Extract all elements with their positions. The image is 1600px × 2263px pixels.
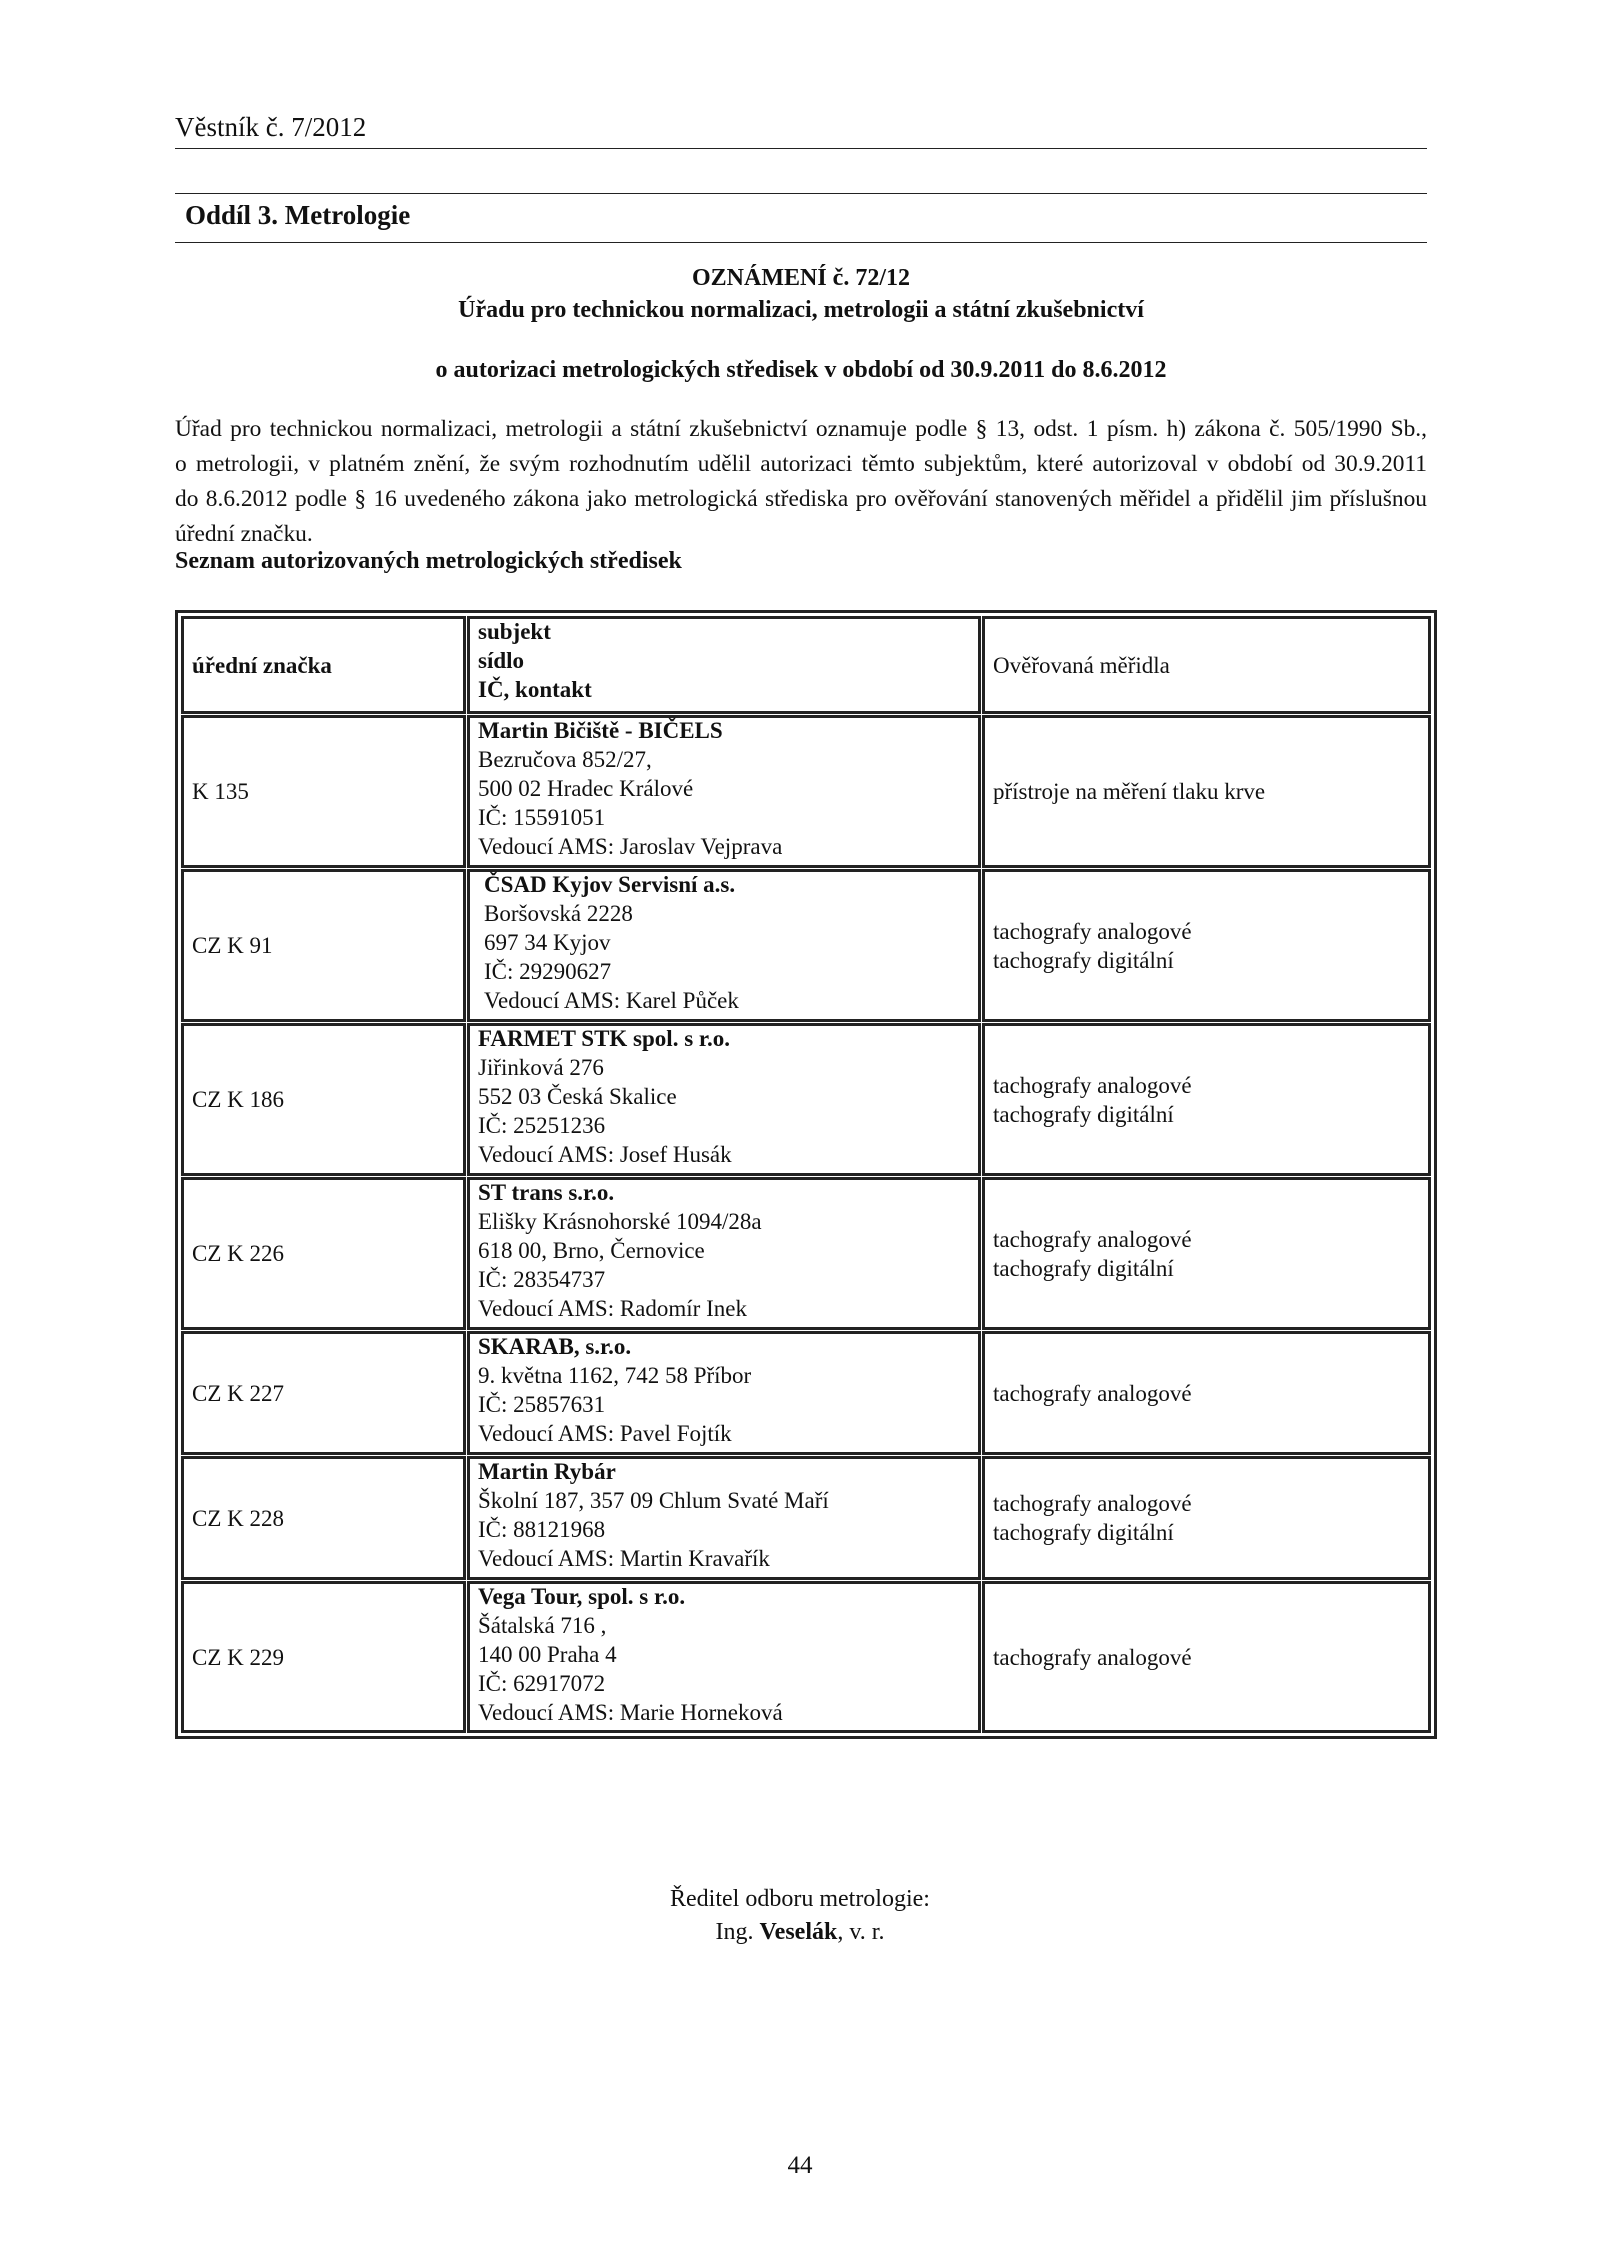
mark-text: CZ K 229 [192, 1644, 284, 1670]
subject-line: Vedoucí AMS: Jaroslav Vejprava [478, 834, 783, 859]
subject-name: Martin Bičiště - BIČELS [478, 718, 723, 743]
journal-header: Věstník č. 7/2012 [175, 112, 367, 142]
subject-line: IČ: 25857631 [478, 1392, 606, 1417]
mark-text: CZ K 228 [192, 1505, 284, 1531]
mark-text: CZ K 226 [192, 1241, 284, 1266]
section-title: Oddíl 3. Metrologie [185, 200, 411, 230]
row-mark [181, 1331, 466, 1455]
instrument-item: tachografy analogové [993, 1380, 1192, 1406]
subject-line: IČ: 15591051 [478, 805, 606, 830]
row-mark [181, 1456, 466, 1580]
list-title: Seznam autorizovaných metrologických středisek [175, 548, 682, 574]
instrument-item: přístroje na měření tlaku krve [993, 779, 1266, 804]
instrument-item: tachografy digitální [993, 1520, 1174, 1545]
row-instruments [982, 869, 1431, 1022]
row-subject [467, 1177, 981, 1330]
subject-line: 500 02 Hradec Králové [478, 776, 694, 801]
notice-number: OZNÁMENÍ č. 72/12 [692, 265, 910, 291]
subject-line: Vedoucí AMS: Pavel Fojtík [478, 1421, 732, 1446]
subject-line: Vedoucí AMS: Radomír Inek [478, 1296, 747, 1321]
row-mark [181, 1023, 466, 1176]
notice-issuer: Úřadu pro technickou normalizaci, metrologii a státní zkušebnictví [458, 297, 1144, 323]
row-subject [467, 715, 981, 868]
header-subject-line: IČ, kontakt [478, 677, 592, 702]
intro-line: o metrologii, v platném znění, že svým rozhodnutím udělil autorizaci těmto subjektům, které autorizoval v období od 30.9.2011 [175, 451, 1427, 477]
signature-prefix: Ing. [715, 1919, 754, 1945]
intro-line: Úřad pro technickou normalizaci, metrologii a státní zkušebnictví oznamuje podle § 13, odst. 1 písm. h) zákona č. 505/1990 Sb., [175, 416, 1427, 442]
subject-line: Vedoucí AMS: Josef Husák [478, 1142, 732, 1167]
signature-suffix: , v. r. [837, 1919, 885, 1945]
header-subject [467, 616, 981, 714]
subject-line: 618 00, Brno, Černovice [478, 1238, 705, 1263]
instrument-item: tachografy digitální [993, 1255, 1174, 1281]
row-mark [181, 715, 466, 868]
instrument-item: tachografy analogové [993, 1491, 1192, 1516]
subject-line: 9. května 1162, 742 58 Příbor [478, 1363, 752, 1388]
header-mark-label: úřední značka [192, 652, 332, 678]
subject-name: SKARAB, s.r.o. [478, 1334, 632, 1359]
row-subject [467, 869, 981, 1022]
subject-line: Školní 187, 357 09 Chlum Svaté Maří [478, 1488, 829, 1513]
subject-name: Martin Rybár [478, 1459, 616, 1484]
section-rule-bottom [175, 242, 1427, 243]
row-mark [181, 1177, 466, 1330]
signature-role: Ředitel odboru metrologie: [670, 1886, 930, 1912]
header-instruments-label: Ověřovaná měřidla [993, 652, 1170, 678]
row-subject [467, 1023, 981, 1176]
subject-line: Boršovská 2228 [484, 901, 633, 926]
subject-line: IČ: 88121968 [478, 1517, 606, 1542]
authorized-centers-table [175, 610, 1437, 1739]
mark-text: CZ K 91 [192, 933, 273, 958]
subject-line: IČ: 25251236 [478, 1113, 606, 1138]
header-subject-line: sídlo [478, 648, 525, 673]
subject-line: Jiřinková 276 [478, 1055, 604, 1080]
subject-name: ČSAD Kyjov Servisní a.s. [484, 872, 736, 897]
subject-line: Vedoucí AMS: Martin Kravařík [478, 1546, 770, 1571]
subject-line: Vedoucí AMS: Karel Půček [484, 988, 739, 1013]
subject-line: IČ: 62917072 [478, 1671, 606, 1696]
instrument-item: tachografy analogové [993, 1226, 1192, 1252]
row-instruments [982, 715, 1431, 868]
intro-line: úřední značku. [175, 521, 313, 547]
subject-name: Vega Tour, spol. s r.o. [478, 1584, 686, 1609]
instrument-item: tachografy digitální [993, 1101, 1174, 1127]
subject-line: Šátalská 716 , [478, 1613, 607, 1638]
row-instruments [982, 1331, 1431, 1455]
section-rule-top [175, 193, 1427, 194]
header-instruments [982, 616, 1431, 714]
row-subject [467, 1331, 981, 1455]
instrument-item: tachografy digitální [993, 947, 1174, 973]
page-number: 44 [787, 2152, 813, 2179]
instrument-item: tachografy analogové [993, 918, 1192, 944]
subject-name: FARMET STK spol. s r.o. [478, 1026, 730, 1051]
signature-name: Veselák [759, 1919, 838, 1945]
mark-text: K 135 [192, 779, 249, 804]
row-instruments [982, 1177, 1431, 1330]
row-mark [181, 869, 466, 1022]
signature-name-line [0, 1916, 1600, 1949]
instrument-item: tachografy analogové [993, 1072, 1192, 1098]
subject-line: IČ: 29290627 [484, 959, 612, 984]
header-mark [181, 616, 466, 714]
row-instruments [982, 1456, 1431, 1580]
subject-line: Bezručova 852/27, [478, 747, 652, 772]
subject-line: 697 34 Kyjov [484, 930, 611, 955]
row-mark [181, 1581, 466, 1733]
subject-line: 140 00 Praha 4 [478, 1642, 617, 1667]
row-instruments [982, 1581, 1431, 1733]
subject-name: ST trans s.r.o. [478, 1180, 615, 1205]
intro-paragraph [175, 412, 1427, 552]
subject-line: 552 03 Česká Skalice [478, 1084, 677, 1109]
subject-line: Vedoucí AMS: Marie Horneková [478, 1700, 783, 1725]
instrument-item: tachografy analogové [993, 1644, 1192, 1670]
row-subject [467, 1456, 981, 1580]
notice-subject: o autorizaci metrologických středisek v období od 30.9.2011 do 8.6.2012 [435, 357, 1167, 383]
intro-line: do 8.6.2012 podle § 16 uvedeného zákona jako metrologická střediska pro ověřování stanovených měřidel a přidělil jim příslušnou [175, 486, 1427, 512]
row-instruments [982, 1023, 1431, 1176]
subject-line: IČ: 28354737 [478, 1267, 606, 1292]
row-subject [467, 1581, 981, 1733]
header-rule [175, 148, 1427, 149]
mark-text: CZ K 227 [192, 1380, 284, 1406]
mark-text: CZ K 186 [192, 1087, 284, 1112]
header-subject-line: subjekt [478, 619, 551, 644]
subject-line: Elišky Krásnohorské 1094/28a [478, 1209, 762, 1234]
